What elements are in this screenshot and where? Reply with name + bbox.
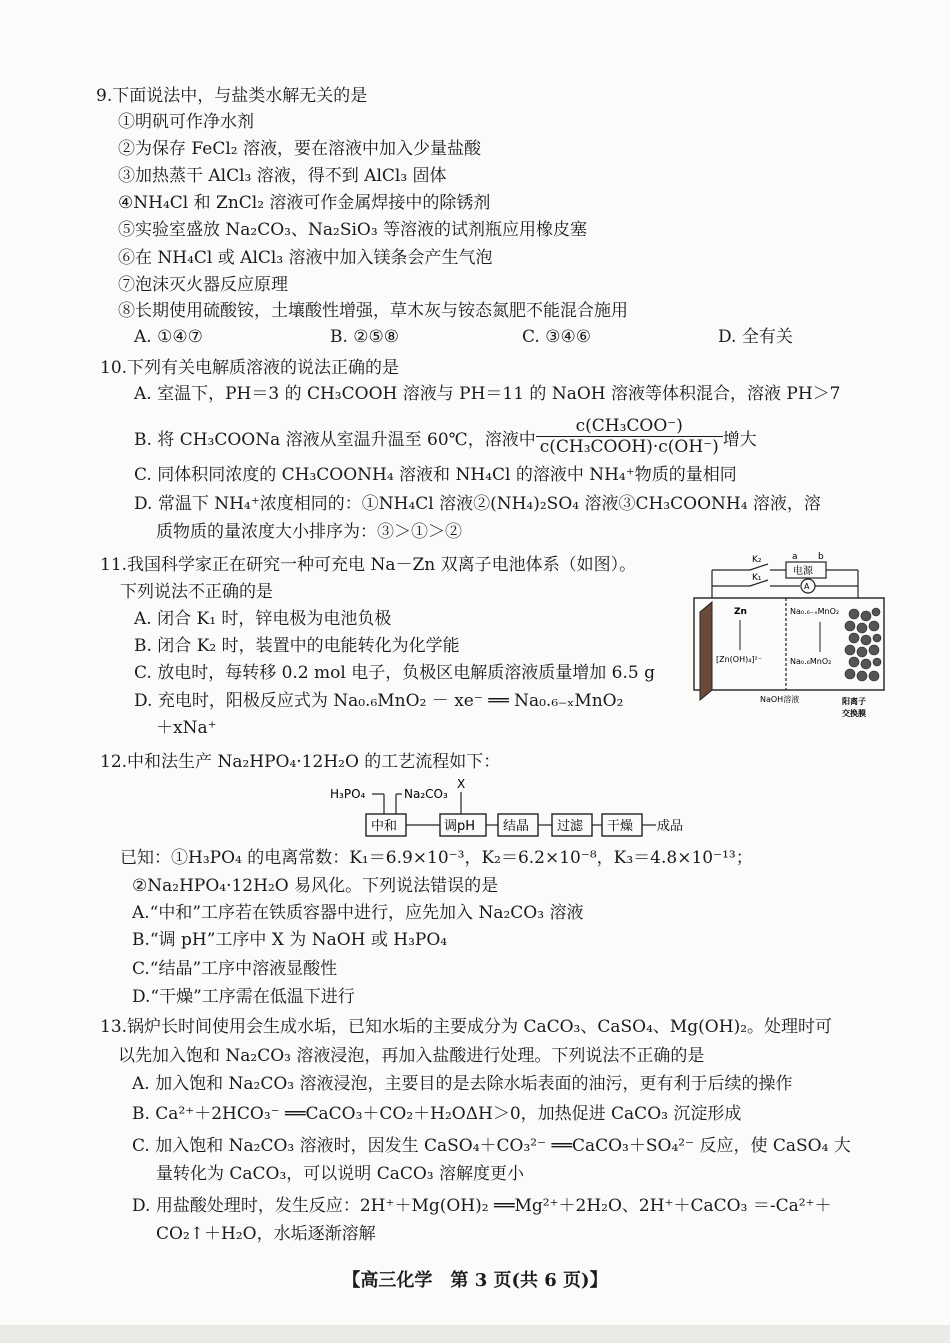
q12-option-c[interactable]: C.“结晶”工序中溶液显酸性 [132, 959, 338, 979]
q11-option-c[interactable]: C. 放电时，每转移 0.2 mol 电子，负极区电解质溶液质量增加 6.5 g [134, 663, 655, 683]
label-k2: K₂ [752, 555, 762, 565]
zinc-electrode [700, 602, 712, 700]
label-membrane-2: 交换膜 [842, 709, 866, 718]
label-b: b [818, 552, 824, 562]
label-zn: Zn [734, 607, 747, 617]
q9-item-6: ⑥在 NH₄Cl 或 AlCl₃ 溶液中加入镁条会产生气泡 [118, 248, 493, 268]
cathode-particles [845, 608, 881, 681]
label-power: 电源 [793, 566, 813, 577]
q9-item-2: ②为保存 FeCl₂ 溶液，要在溶液中加入少量盐酸 [118, 139, 481, 159]
scan-bottom-edge [0, 1325, 950, 1343]
q13-stem-line2: 以先加入饱和 Na₂CO₃ 溶液浸泡，再加入盐酸进行处理。下列说法不正确的是 [118, 1046, 705, 1066]
q9-item-8: ⑧长期使用硫酸铵，土壤酸性增强，草木灰与铵态氮肥不能混合施用 [118, 301, 628, 321]
label-electrolyte: NaOH溶液 [760, 695, 800, 704]
flow-step-filter: 过滤 [557, 819, 584, 834]
label-membrane-1: 阳离子 [842, 697, 866, 706]
flow-step-crystallize: 结晶 [503, 819, 530, 834]
q9-item-7: ⑦泡沫灭火器反应原理 [118, 275, 288, 295]
battery-diagram [690, 550, 890, 740]
q12-known-2: ②Na₂HPO₄·12H₂O 易风化。下列说法错误的是 [132, 876, 499, 896]
q12-option-a[interactable]: A.“中和”工序若在铁质容器中进行，应先加入 Na₂CO₃ 溶液 [132, 903, 584, 923]
q11-option-a[interactable]: A. 闭合 K₁ 时，锌电极为电池负极 [134, 609, 392, 629]
q9-stem: 9.下面说法中，与盐类水解无关的是 [96, 86, 368, 106]
q9-item-3: ③加热蒸干 AlCl₃ 溶液，得不到 AlCl₃ 固体 [118, 166, 447, 186]
q12-known-1: 已知：①H₃PO₄ 的电离常数：K₁＝6.9×10⁻³，K₂＝6.2×10⁻⁸，K₃＝4.8×10⁻¹³； [120, 848, 753, 868]
q10-option-d-line2: 质物质的量浓度大小排序为：③＞①＞② [156, 522, 462, 542]
flow-step-adjust-ph: 调pH [444, 819, 476, 834]
q10-option-d-line1[interactable]: D. 常温下 NH₄⁺浓度相同的：①NH₄Cl 溶液②(NH₄)₂SO₄ 溶液③CH₃COONH₄ 溶液，溶 [134, 494, 821, 514]
flow-step-dry: 干燥 [607, 819, 634, 834]
q13-option-d-line1[interactable]: D. 用盐酸处理时，发生反应：2H⁺＋Mg(OH)₂ ══Mg²⁺＋2H₂O、2H⁺＋CaCO₃ ＝-Ca²⁺＋ [132, 1196, 832, 1216]
q10-option-b-prefix: B. 将 CH₃COONa 溶液从室温升温至 60℃，溶液中 [134, 430, 536, 450]
flow-step-neutralize: 中和 [371, 819, 398, 834]
q10-option-a[interactable]: A. 室温下，PH＝3 的 CH₃COOH 溶液与 PH＝11 的 NaOH 溶液等体积混合，溶液 PH＞7 [134, 384, 841, 404]
label-cathode-bottom: Na₀.₆MnO₂ [790, 657, 832, 666]
q12-option-d[interactable]: D.“干燥”工序需在低温下进行 [132, 987, 355, 1007]
q10-stem: 10.下列有关电解质溶液的说法正确的是 [100, 358, 400, 378]
q11-option-b[interactable]: B. 闭合 K₂ 时，装置中的电能转化为化学能 [134, 636, 460, 656]
q13-option-c-line1[interactable]: C. 加入饱和 Na₂CO₃ 溶液时，因发生 CaSO₄＋CO₃²⁻ ══CaCO₃＋SO₄²⁻ 反应，使 CaSO₄ 大 [132, 1136, 851, 1156]
q10-option-b[interactable] [134, 418, 757, 462]
q9-option-c[interactable]: C. ③④⑥ [522, 327, 591, 347]
flow-product: 成品 [657, 819, 684, 834]
q11-option-d-line1[interactable]: D. 充电时，阳极反应式为 Na₀.₆MnO₂ － xe⁻ ══ Na₀.₆₋ₓMnO₂ [134, 691, 624, 711]
flow-input-h3po4: H₃PO₄ [330, 787, 366, 801]
flow-input-na2co3: Na₂CO₃ [404, 787, 448, 801]
page-footer: 【高三化学 第 3 页(共 6 页)】 [342, 1270, 608, 1291]
q12-option-b[interactable]: B.“调 pH”工序中 X 为 NaOH 或 H₃PO₄ [132, 930, 448, 950]
q10-fraction [536, 416, 723, 457]
q10-fraction-denominator: c(CH₃COOH)·c(OH⁻) [539, 437, 719, 457]
q10-option-c[interactable]: C. 同体积同浓度的 CH₃COONH₄ 溶液和 NH₄Cl 的溶液中 NH₄⁺物质的量相同 [134, 465, 737, 485]
q12-stem: 12.中和法生产 Na₂HPO₄·12H₂O 的工艺流程如下： [100, 752, 501, 772]
label-a: a [792, 552, 798, 562]
q13-option-b[interactable]: B. Ca²⁺＋2HCO₃⁻ ══CaCO₃＋CO₂＋H₂OΔH＞0，加热促进 CaCO₃ 沉淀形成 [132, 1104, 742, 1124]
flow-input-x: X [457, 777, 466, 791]
process-flow-diagram [326, 776, 706, 840]
q9-item-5: ⑤实验室盛放 Na₂CO₃、Na₂SiO₃ 等溶液的试剂瓶应用橡皮塞 [118, 220, 588, 240]
q11-option-d-line2: ＋xNa⁺ [156, 718, 217, 738]
label-cathode-top: Na₀.₆₋ₓMnO₂ [790, 607, 840, 616]
q10-option-b-suffix: 增大 [722, 430, 757, 450]
q9-item-4: ④NH₄Cl 和 ZnCl₂ 溶液可作金属焊接中的除锈剂 [118, 193, 491, 213]
q9-option-d[interactable]: D. 全有关 [718, 327, 793, 347]
q9-option-b[interactable]: B. ②⑤⑧ [330, 327, 400, 347]
q13-stem-line1: 13.锅炉长时间使用会生成水垢，已知水垢的主要成分为 CaCO₃、CaSO₄、Mg(OH)₂。处理时可 [100, 1017, 833, 1037]
q13-option-c-line2: 量转化为 CaCO₃，可以说明 CaCO₃ 溶解度更小 [156, 1164, 525, 1184]
label-k1: K₁ [752, 573, 762, 583]
label-zn-species: [Zn(OH)₄]²⁻ [716, 655, 762, 664]
q9-item-1: ①明矾可作净水剂 [118, 112, 254, 132]
q10-fraction-numerator: c(CH₃COO⁻) [536, 416, 723, 437]
label-ammeter: A [804, 582, 810, 591]
q13-option-d-line2: CO₂↑＋H₂O，水垢逐渐溶解 [156, 1224, 376, 1244]
q11-stem-line1: 11.我国科学家正在研究一种可充电 Na－Zn 双离子电池体系（如图）。 [100, 555, 637, 575]
q13-option-a[interactable]: A. 加入饱和 Na₂CO₃ 溶液浸泡，主要目的是去除水垢表面的油污，更有利于后续的操作 [132, 1074, 793, 1094]
q9-option-a[interactable]: A. ①④⑦ [134, 327, 203, 347]
q11-stem-line2: 下列说法不正确的是 [120, 582, 273, 602]
